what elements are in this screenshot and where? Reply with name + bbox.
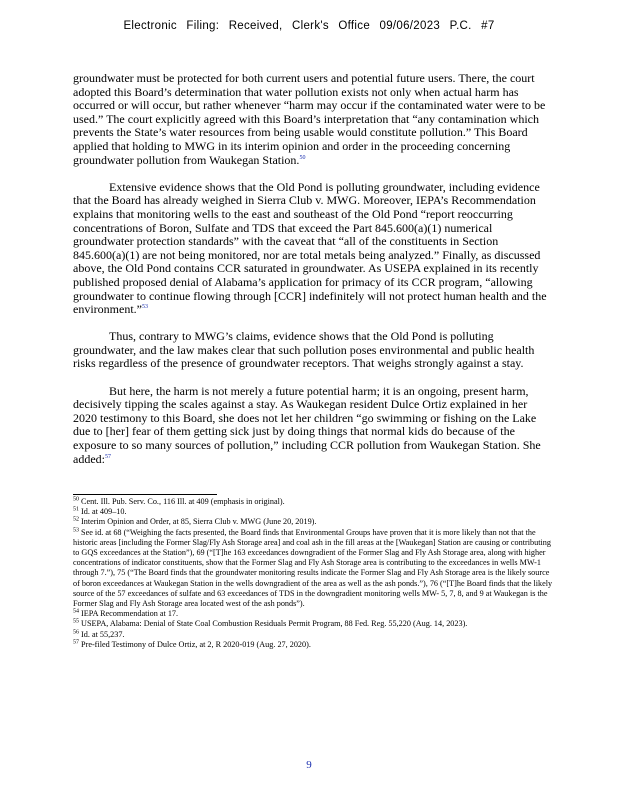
footnote-mark: 57 bbox=[73, 639, 79, 646]
footnote-51 bbox=[73, 507, 553, 517]
footnote-52 bbox=[73, 517, 553, 527]
paragraph-4-text: But here, the harm is not merely a future potential harm; it is an ongoing, present harm, decisively tipping the scales against a stay. As Waukegan resident Dulce Ortiz explained in her 2020 testimony to this Board, she does not let her children “go swimming or fishing on the Lake due to [her] fear of them getting sick just by doing things that normal kids do because of the exposure to so many sources of pollution,” including CCR pollution from Waukegan Station. She added: bbox=[73, 383, 541, 466]
footnote-text: IEPA Recommendation at 17. bbox=[81, 609, 179, 619]
footnote-54 bbox=[73, 609, 553, 619]
footnote-mark: 51 bbox=[73, 506, 79, 513]
footnote-56 bbox=[73, 630, 553, 640]
footnote-text: See id. at 68 (“Weighing the facts presented, the Board finds that Environmental Groups have proven that it is more likely than not that the historic areas [including the Former Slag/Fly Ash Storage area] and coal ash in the fill areas at the [Waukegan] Station are causing or contributing to GQS exceedances at the Station”), 69 (“[T]he 163 exceedances downgradient of the Former Slag and Fly Ash Storage area, along with higher concentrations of indicator constituents, show that the Former Slag and Fly Ash Storage area is contributing to the exceedances in wells MW-1 through 7.”), 75 (“The Board finds that the groundwater monitoring results indicate the Former Slag and Fly Ash Storage area is the likely source of boron exceedances at Waukegan Station in the wells downgradient of the area as well as the ash ponds.”), 76 (“[T]he Board finds that the likely source of the 57 exceedances of sulfate and 63 exceedances of TDS in the downgradient monitoring wells MW- 5, 7, 8, and 9 at Waukegan is the Former Slag and Fly Ash Storage area located west of the ash ponds”). bbox=[73, 527, 553, 609]
footnote-mark: 52 bbox=[73, 516, 79, 523]
footnote-text: Cent. Ill. Pub. Serv. Co., 116 Ill. at 409 (emphasis in original). bbox=[81, 497, 285, 506]
footnote-50 bbox=[73, 497, 553, 507]
page-header: Electronic Filing: Received, Clerk's Office 09/06/2023 P.C. #7 bbox=[123, 20, 495, 32]
footnote-divider bbox=[73, 494, 217, 495]
footnote-ref-57[interactable]: 57 bbox=[105, 453, 111, 460]
paragraph-1 bbox=[73, 72, 553, 167]
footnote-mark: 55 bbox=[73, 618, 79, 625]
footnote-text: Id. at 409–10. bbox=[81, 507, 127, 517]
paragraph-3-text: Thus, contrary to MWG’s claims, evidence shows that the Old Pond is polluting groundwater, and the law makes clear that such pollution poses environmental and public health risks regardless of the presence of groundwater receptors. That weighs strongly against a stay. bbox=[73, 329, 535, 371]
footnote-ref-50[interactable]: 50 bbox=[299, 154, 306, 161]
footnote-mark: 54 bbox=[73, 608, 79, 615]
footnote-text: Pre-filed Testimony of Dulce Ortiz, at 2, R 2020-019 (Aug. 27, 2020). bbox=[81, 639, 311, 649]
footnote-mark: 50 bbox=[73, 496, 79, 503]
footnote-57 bbox=[73, 640, 553, 650]
footnotes bbox=[73, 497, 553, 650]
footnote-ref-53[interactable]: 53 bbox=[141, 304, 148, 311]
footnote-mark: 56 bbox=[73, 628, 79, 635]
paragraph-1-text: groundwater must be protected for both current users and potential future users. There, the court adopted this Board’s determination that water pollution exists not only when actual harm has occurred or will occur, but rather whenever “harm may occur if the contaminated water were to be used.” The court explicitly agreed with this Board’s interpretation that “any contamination which prevents the State’s water resources from being usable would constitute pollution.” This Board applied that holding to MWG in its interim opinion and order in the proceeding concerning groundwater pollution from Waukegan Station. bbox=[73, 71, 546, 167]
body-text bbox=[73, 72, 553, 480]
page-number: 9 bbox=[306, 759, 312, 771]
footnote-text: USEPA, Alabama: Denial of State Coal Combustion Residuals Permit Program, 88 Fed. Reg. 55,220 (Aug. 14, 2023). bbox=[81, 619, 468, 629]
paragraph-4 bbox=[73, 385, 553, 467]
footnote-mark: 53 bbox=[73, 526, 79, 533]
footnote-55 bbox=[73, 619, 553, 629]
paragraph-2-text: Extensive evidence shows that the Old Pond is polluting groundwater, including evidence that the Board has already weighed in Sierra Club v. MWG. Moreover, IEPA’s Recommendation explains that monitoring wells to the east and southeast of the Old Pond “report reoccurring concentrations of Boron, Sulfate and TDS that exceed the Part 845.600(a)(1) numerical groundwater protection standards” with the caveat that “all of the constituents in Section 845.600(a)(1) are not being monitored, nor are total metals being analyzed.” Finally, as discussed above, the Old Pond contains CCR saturated in groundwater. As USEPA explained in its recently published proposed denial of Alabama’s application for primacy of its CCR program, “allowing groundwater to continue flowing through [CCR] indefinitely will not protect human health and the environment.” bbox=[73, 179, 547, 317]
footnote-text: Interim Opinion and Order, at 85, Sierra Club v. MWG (June 20, 2019). bbox=[81, 517, 317, 527]
footnote-53 bbox=[73, 528, 553, 610]
paragraph-3 bbox=[73, 330, 553, 371]
footnote-text: Id. at 55,237. bbox=[81, 629, 125, 639]
paragraph-2 bbox=[73, 181, 553, 317]
